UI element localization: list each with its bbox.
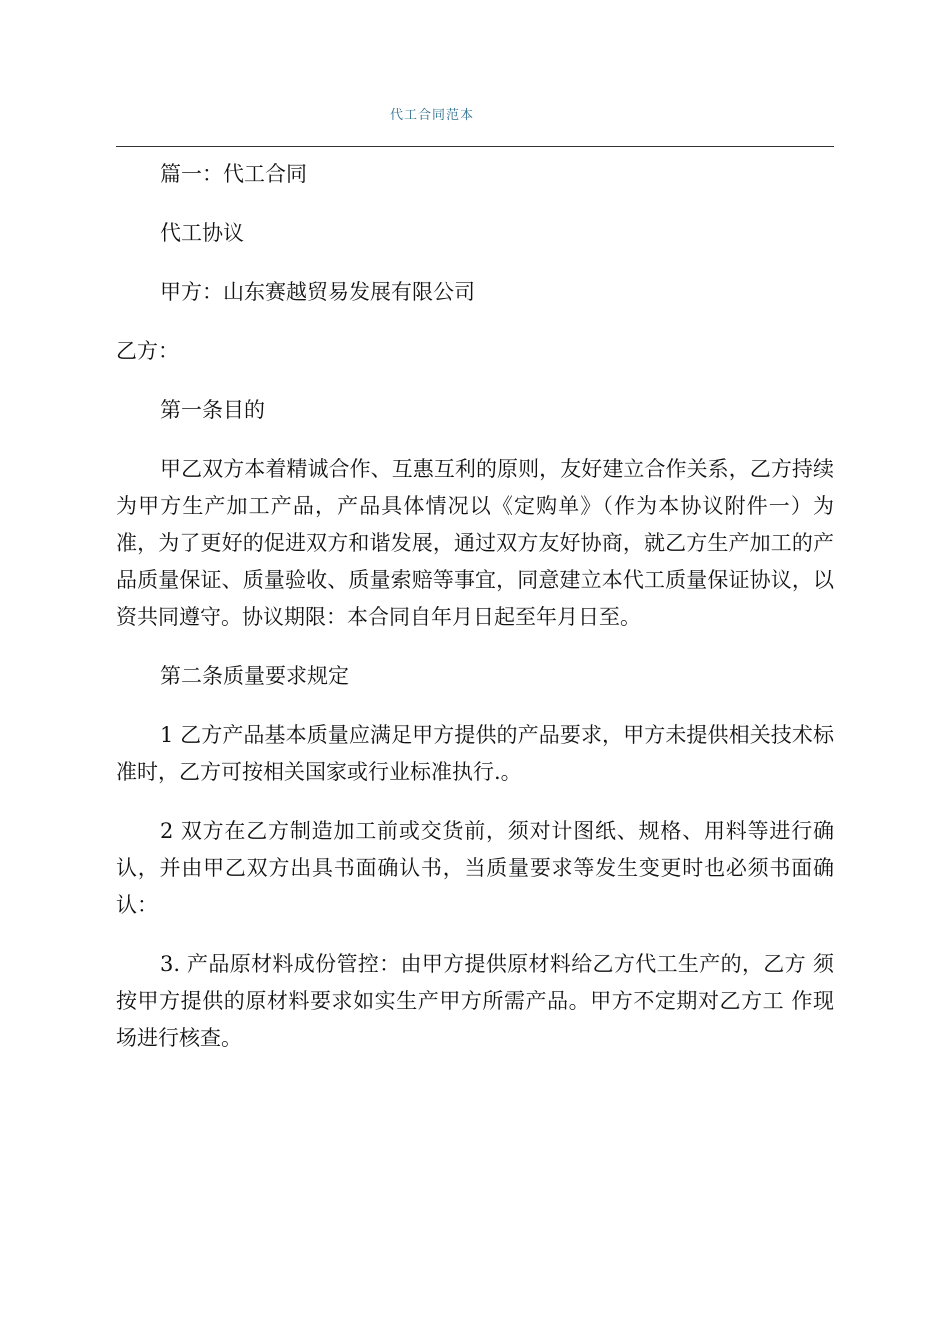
article-1-heading: 第一条目的 [160, 398, 265, 422]
article-2-heading: 第二条质量要求规定 [160, 664, 349, 688]
section-heading: 篇一：代工合同 [160, 162, 307, 186]
party-a-line: 甲方：山东赛越贸易发展有限公司 [160, 280, 475, 304]
agreement-title: 代工协议 [160, 221, 244, 245]
document-body [116, 156, 834, 1079]
party-b-line: 乙方： [116, 339, 179, 363]
article-1-body: 甲乙双方本着精诚合作、互惠互利的原则，友好建立合作关系，乙方持续为甲方生产加工产品，产品具体情况以《定购单》（作为本协议附件一）为准，为了更好的促进双方和谐发展，通过双方友好协商，就乙方生产加工的产品质量保证、质量验收、质量索赔等事宜，同意建立本代工质量保证协议，以资共同遵守。协议期限：本合同自年月日起至年月日至。 [116, 457, 834, 629]
header-divider [116, 146, 834, 147]
page-header-title: 代工合同范本 [389, 108, 474, 123]
clause-1: 1 乙方产品基本质量应满足甲方提供的产品要求，甲方未提供相关技术标准时，乙方可按相关国家或行业标准执行.。 [116, 723, 834, 784]
clause-3: 3. 产品原材料成份管控：由甲方提供原材料给乙方代工生产的，乙方 须按甲方提供的原材料要求如实生产甲方所需产品。甲方不定期对乙方工 作现场进行核查。 [116, 952, 834, 1050]
clause-2: 2 双方在乙方制造加工前或交货前，须对计图纸、规格、用料等进行确认，并由甲乙双方出具书面确认书，当质量要求等发生变更时也必须书面确认： [116, 819, 834, 917]
